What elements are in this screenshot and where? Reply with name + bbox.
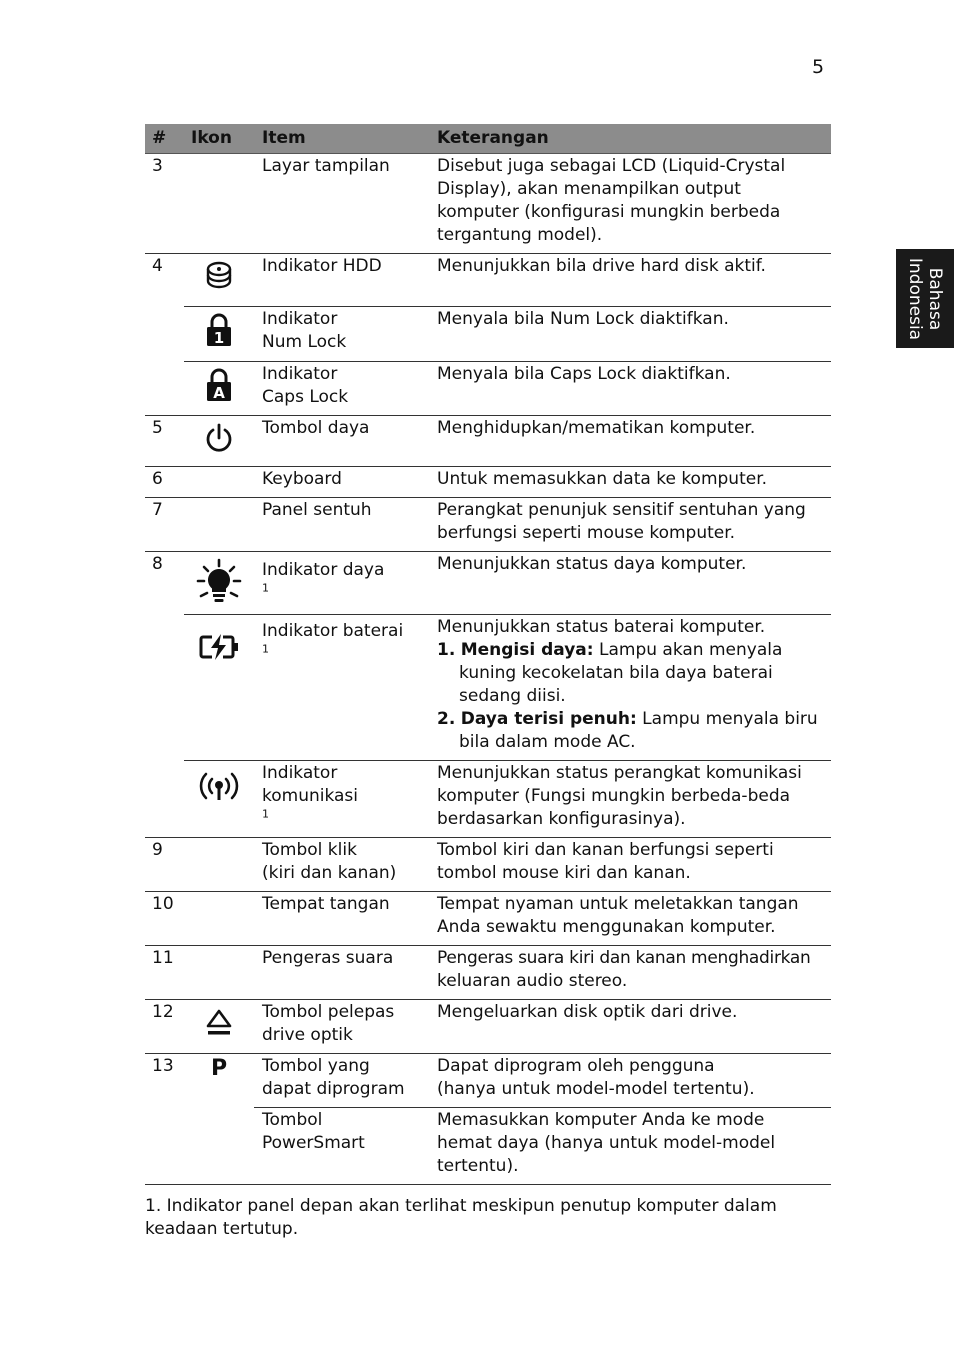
row-number-empty [145, 1108, 184, 1185]
desc-line: berfungsi seperti mouse komputer. [437, 523, 736, 543]
table-row [145, 1000, 831, 1054]
row-icon-cell [184, 946, 254, 1000]
power-icon [204, 422, 234, 454]
component-table [145, 124, 831, 1185]
desc-line: hemat daya (hanya untuk model-model [437, 1133, 776, 1153]
row-item [254, 307, 429, 362]
list-text: Lampu menyala biru [636, 709, 818, 729]
language-tab-line2: Indonesia [905, 257, 925, 340]
row-desc [429, 1000, 831, 1054]
row-desc [429, 838, 831, 892]
footnote-marker: 1 [262, 807, 269, 821]
row-icon-cell [184, 615, 254, 761]
row-number: 4 [152, 256, 163, 276]
desc-line: Menunjukkan status baterai komputer. [437, 617, 766, 637]
list-marker: 2. [437, 709, 456, 729]
footnote [145, 1195, 825, 1241]
row-desc [429, 154, 831, 254]
item-line [262, 553, 423, 605]
list-text: sedang diisi. [459, 686, 566, 706]
list-label: Daya terisi penuh: [460, 709, 637, 729]
row-desc [429, 1054, 831, 1108]
row-number-empty [145, 615, 184, 761]
item-line: Tombol daya [262, 418, 370, 438]
row-icon-cell [184, 254, 254, 307]
row-item [254, 552, 429, 615]
row-item [254, 416, 429, 467]
item-line [262, 785, 423, 831]
item-line: (kiri dan kanan) [262, 863, 397, 883]
desc-line: tergantung model). [437, 225, 603, 245]
row-icon-cell [184, 416, 254, 467]
desc-line: Pengeras suara kiri dan kanan menghadirkan [437, 948, 811, 968]
desc-line: Menunjukkan status daya komputer. [437, 554, 747, 574]
item-line: Tombol klik [262, 840, 357, 860]
header-desc: Keterangan [429, 124, 831, 154]
item-line: Tombol pelepas [262, 1002, 395, 1022]
p-key-icon: P [210, 1056, 228, 1081]
item-line: Indikator [262, 364, 338, 384]
list-label: Mengisi daya: [460, 640, 594, 660]
row-desc [429, 362, 831, 416]
desc-line: komputer (konfigurasi mungkin berbeda [437, 202, 781, 222]
list-text: bila dalam mode AC. [459, 732, 636, 752]
row-number-empty [145, 761, 184, 838]
item-line: Num Lock [262, 332, 347, 352]
row-item [254, 1054, 429, 1108]
desc-line: keluaran audio stereo. [437, 971, 628, 991]
footnote-marker: 1 [262, 642, 269, 656]
item-text: Indikator baterai [262, 621, 404, 641]
desc-line: Dapat diprogram oleh pengguna [437, 1056, 715, 1076]
row-icon-cell [184, 467, 254, 498]
row-item [254, 615, 429, 761]
table-row [145, 416, 831, 467]
table-row [145, 615, 831, 761]
row-desc [429, 1108, 831, 1185]
footnote-line: 1. Indikator panel depan akan terlihat meskipun penutup komputer dalam [145, 1196, 777, 1216]
item-text: komunikasi [262, 786, 359, 806]
row-icon-cell [184, 498, 254, 552]
desc-line: Disebut juga sebagai LCD (Liquid-Crystal [437, 156, 786, 176]
row-desc [429, 615, 831, 761]
row-item [254, 761, 429, 838]
row-icon-cell [184, 307, 254, 362]
row-number: 10 [145, 892, 184, 946]
desc-line: Display), akan menampilkan output [437, 179, 741, 199]
row-number: 8 [152, 554, 163, 574]
desc-line: tombol mouse kiri dan kanan. [437, 863, 691, 883]
table-row [145, 467, 831, 498]
item-line: Layar tampilan [262, 156, 390, 176]
item-line: Keyboard [262, 469, 342, 489]
desc-line: tertentu). [437, 1156, 519, 1176]
item-line [262, 616, 423, 666]
row-item [254, 498, 429, 552]
item-line: Indikator [262, 309, 338, 329]
desc-line: (hanya untuk model-model tertentu). [437, 1079, 755, 1099]
row-number: 6 [145, 467, 184, 498]
row-desc [429, 416, 831, 467]
row-item [254, 467, 429, 498]
table-row [145, 552, 831, 615]
language-tab-line1: Bahasa [925, 267, 945, 330]
row-number: 7 [145, 498, 184, 552]
row-number-empty [145, 362, 184, 416]
table-row [145, 307, 831, 362]
list-text: Lampu akan menyala [593, 640, 783, 660]
row-icon-cell [184, 552, 254, 615]
item-line: Pengeras suara [262, 948, 394, 968]
hdd-icon [204, 260, 234, 292]
row-number: 3 [145, 154, 184, 254]
header-icon: Ikon [184, 124, 254, 154]
row-item [254, 892, 429, 946]
desc-line: komputer (Fungsi mungkin berbeda-beda [437, 786, 791, 806]
table-row [145, 1108, 831, 1185]
row-number: 12 [145, 1000, 184, 1054]
row-desc [429, 498, 831, 552]
desc-line: Tombol kiri dan kanan berfungsi seperti [437, 840, 774, 860]
desc-line: Menunjukkan status perangkat komunikasi [437, 763, 802, 783]
table-row [145, 254, 831, 307]
row-number: 5 [145, 416, 184, 467]
item-line: Tombol [262, 1110, 323, 1130]
list-item [437, 708, 825, 754]
communication-icon [198, 771, 240, 803]
desc-line: Perangkat penunjuk sensitif sentuhan yang [437, 500, 806, 520]
row-number: 9 [145, 838, 184, 892]
page-number: 5 [812, 56, 825, 78]
row-desc [429, 761, 831, 838]
row-icon-cell [184, 362, 254, 416]
item-line: Tombol yang [262, 1056, 370, 1076]
row-desc [429, 552, 831, 615]
item-line: Panel sentuh [262, 500, 372, 520]
desc-line: Tempat nyaman untuk meletakkan tangan [437, 894, 799, 914]
item-line: dapat diprogram [262, 1079, 405, 1099]
item-line: Tempat tangan [262, 894, 390, 914]
list-item [437, 639, 825, 708]
row-number: 13 [152, 1056, 174, 1076]
num-lock-icon-label: 1 [213, 329, 225, 347]
item-text: Indikator daya [262, 560, 385, 580]
desc-line: berdasarkan konfigurasinya). [437, 809, 686, 829]
item-line: Caps Lock [262, 387, 349, 407]
desc-line: Mengeluarkan disk optik dari drive. [437, 1002, 738, 1022]
desc-line: Memasukkan komputer Anda ke mode [437, 1110, 765, 1130]
row-icon-cell [184, 1108, 254, 1185]
row-item [254, 362, 429, 416]
desc-line: Anda sewaktu menggunakan komputer. [437, 917, 776, 937]
row-number: 11 [145, 946, 184, 1000]
footnote-line: keadaan tertutup. [145, 1219, 299, 1239]
table-row [145, 838, 831, 892]
row-desc [429, 254, 831, 307]
item-line: PowerSmart [262, 1133, 365, 1153]
row-icon-cell [184, 154, 254, 254]
row-desc [429, 946, 831, 1000]
header-num: # [145, 124, 184, 154]
table-row [145, 946, 831, 1000]
item-line: Indikator HDD [262, 256, 382, 276]
row-icon-cell [184, 892, 254, 946]
row-item [254, 946, 429, 1000]
language-tab [896, 249, 954, 348]
caps-lock-icon-label: A [213, 384, 225, 402]
table-row [145, 892, 831, 946]
row-item [254, 154, 429, 254]
desc-line: Menghidupkan/mematikan komputer. [437, 418, 756, 438]
desc-line: Menunjukkan bila drive hard disk aktif. [437, 256, 766, 276]
desc-line: Menyala bila Num Lock diaktifkan. [437, 309, 729, 329]
row-icon-cell [184, 838, 254, 892]
table-header-row [145, 124, 831, 154]
status-list [437, 639, 825, 754]
row-item [254, 1000, 429, 1054]
row-desc [429, 467, 831, 498]
desc-line: Untuk memasukkan data ke komputer. [437, 469, 768, 489]
item-line: Indikator [262, 763, 338, 783]
battery-icon [199, 633, 239, 661]
table-row [145, 154, 831, 254]
list-marker: 1. [437, 640, 456, 660]
table-row [145, 761, 831, 838]
row-number-empty [145, 307, 184, 362]
caps-lock-icon [204, 368, 234, 402]
table-row [145, 1054, 831, 1108]
row-desc [429, 307, 831, 362]
row-icon-cell [184, 1000, 254, 1054]
table-row [145, 362, 831, 416]
list-text: kuning kecokelatan bila daya baterai [459, 663, 773, 683]
row-desc [429, 892, 831, 946]
desc-line: Menyala bila Caps Lock diaktifkan. [437, 364, 731, 384]
row-item [254, 254, 429, 307]
row-icon-cell [184, 761, 254, 838]
eject-icon [204, 1006, 234, 1038]
row-item [254, 1108, 429, 1185]
footnote-marker: 1 [262, 581, 269, 595]
table-row [145, 498, 831, 552]
row-item [254, 838, 429, 892]
power-indicator-icon [196, 558, 242, 606]
header-item: Item [254, 124, 429, 154]
num-lock-icon [204, 313, 234, 347]
item-line: drive optik [262, 1025, 353, 1045]
